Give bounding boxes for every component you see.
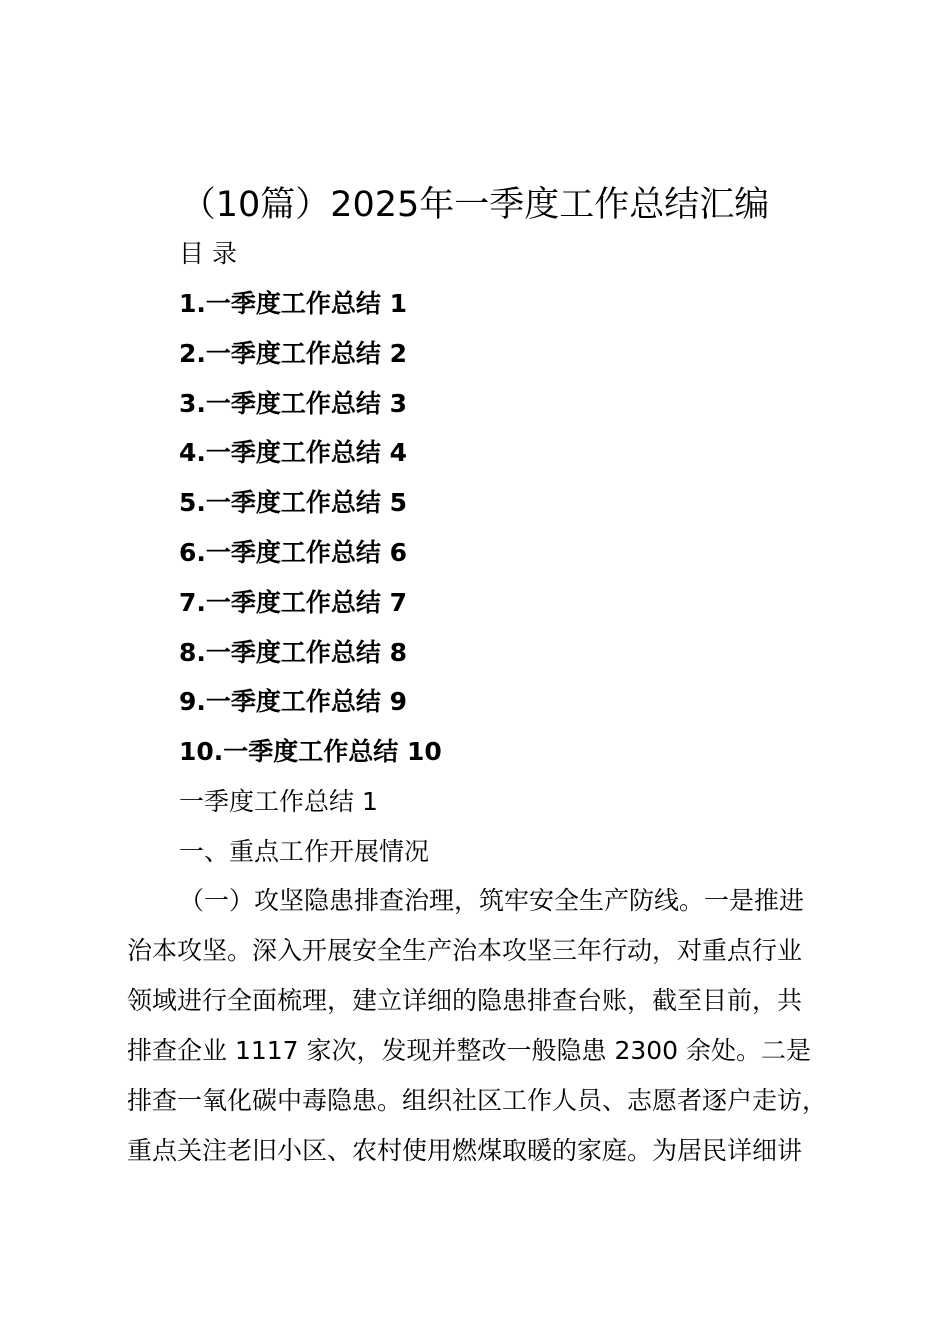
section-title: 一季度工作总结 1 <box>179 787 378 816</box>
toc-item-9[interactable]: 9.一季度工作总结 9 <box>179 687 407 717</box>
table-of-contents <box>179 286 442 784</box>
toc-heading: 目 录 <box>179 239 237 268</box>
document-title: （10篇）2025年一季度工作总结汇编 <box>180 185 770 225</box>
subsection-title: 一、重点工作开展情况 <box>179 837 430 866</box>
toc-item-2[interactable]: 2.一季度工作总结 2 <box>179 338 407 368</box>
toc-item-5[interactable]: 5.一季度工作总结 5 <box>179 488 407 518</box>
body-paragraph <box>127 883 867 1183</box>
body-line: 排查企业 1117 家次，发现并整改一般隐患 2300 余处。二是 <box>127 1036 812 1065</box>
toc-item-3[interactable]: 3.一季度工作总结 3 <box>179 388 407 418</box>
body-line: 排查一氧化碳中毒隐患。组织社区工作人员、志愿者逐户走访， <box>127 1086 828 1115</box>
body-line: （一）攻坚隐患排查治理，筑牢安全生产防线。一是推进 <box>179 886 805 915</box>
toc-item-1[interactable]: 1.一季度工作总结 1 <box>179 289 407 318</box>
toc-item-7[interactable]: 7.一季度工作总结 7 <box>179 587 407 617</box>
toc-item-6[interactable]: 6.一季度工作总结 6 <box>179 537 407 567</box>
body-line: 领域进行全面梳理，建立详细的隐患排查台账，截至目前，共 <box>127 986 803 1015</box>
toc-item-8[interactable]: 8.一季度工作总结 8 <box>179 637 407 667</box>
toc-item-10[interactable]: 10.一季度工作总结 10 <box>179 737 442 767</box>
body-line: 重点关注老旧小区、农村使用燃煤取暖的家庭。为居民详细讲 <box>127 1136 803 1165</box>
body-line: 治本攻坚。深入开展安全生产治本攻坚三年行动，对重点行业 <box>127 936 803 965</box>
toc-item-4[interactable]: 4.一季度工作总结 4 <box>179 438 407 468</box>
